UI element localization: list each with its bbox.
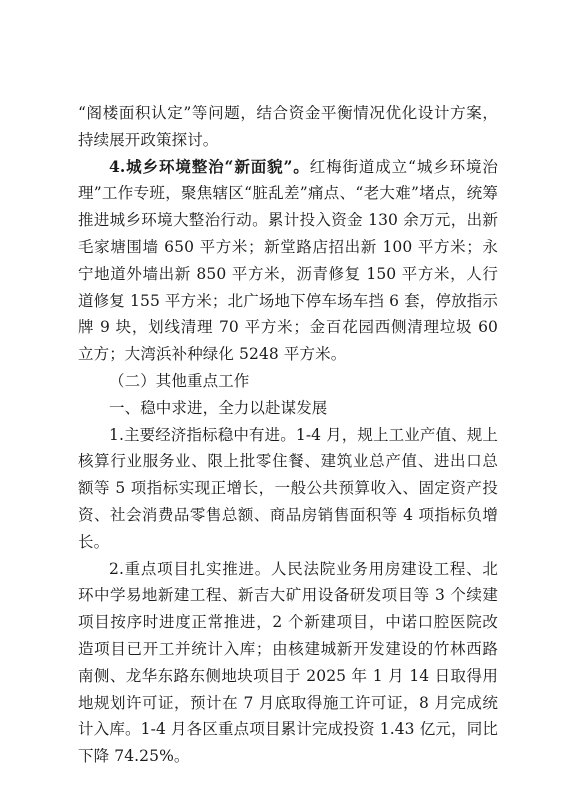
paragraph-key-projects [78,556,498,770]
paragraph-lead-heading: 4.城乡环境整治“新面貌”。 [109,156,310,176]
paragraph-policy-discussion [78,100,498,154]
paragraph-text: 1.主要经济指标稳中有进。1-4 月，规上工业产值、规上核算行业服务业、限上批零住餐、建筑业总产值、进出口总额等 5 项指标实现正增长，一般公共预算收入、固定资产投资、社会消费品零售总额、商品房销售面积等 4 项指标负增长。 [78,425,498,551]
paragraph-text: “阁楼面积认定”等问题，结合资金平衡情况优化设计方案，持续展开政策探讨。 [78,104,498,149]
section-heading-other-work [78,368,498,395]
document-body [78,100,498,770]
subsection-heading-text: 一、稳中求进，全力以赴谋发展 [109,398,328,417]
paragraph-environment-renovation [78,154,498,368]
paragraph-text: 红梅街道成立“城乡环境治理”工作专班，聚焦辖区“脏乱差”痛点、“老大难”堵点，统筹推进城乡环境大整治行动。累计投入资金 130 余万元，出新毛家塘围墙 650 平方米；新堂路店招出新 100 平方米；永宁地道外墙出新 850 平方米，沥青修复 150 平方米，人行道修复 155 平方米；北广场地下停车场车挡 6 套，停放指示牌 9 块，划线清理 70 平方米；金百花园西侧清理垃圾 60 立方；大湾浜补种绿化 5248 平方米。 [78,157,498,364]
subsection-heading-development [78,395,498,422]
paragraph-text: 2.重点项目扎实推进。人民法院业务用房建设工程、北环中学易地新建工程、新吉大矿用设备研发项目等 3 个续建项目按序时进度正常推进，2 个新建项目，中诺口腔医院改造项目已开工并统计入库；由核建城新开发建设的竹林西路南侧、龙华东路东侧地块项目于 2025 年 1 月 14 日取得用地规划许可证，预计在 7 月底取得施工许可证，8 月完成统计入库。1-4 月各区重点项目累计完成投资 1.43 亿元，同比下降 74.25%。 [78,559,498,766]
section-heading-text: （二）其他重点工作 [109,371,250,390]
paragraph-economic-indicators [78,422,498,556]
